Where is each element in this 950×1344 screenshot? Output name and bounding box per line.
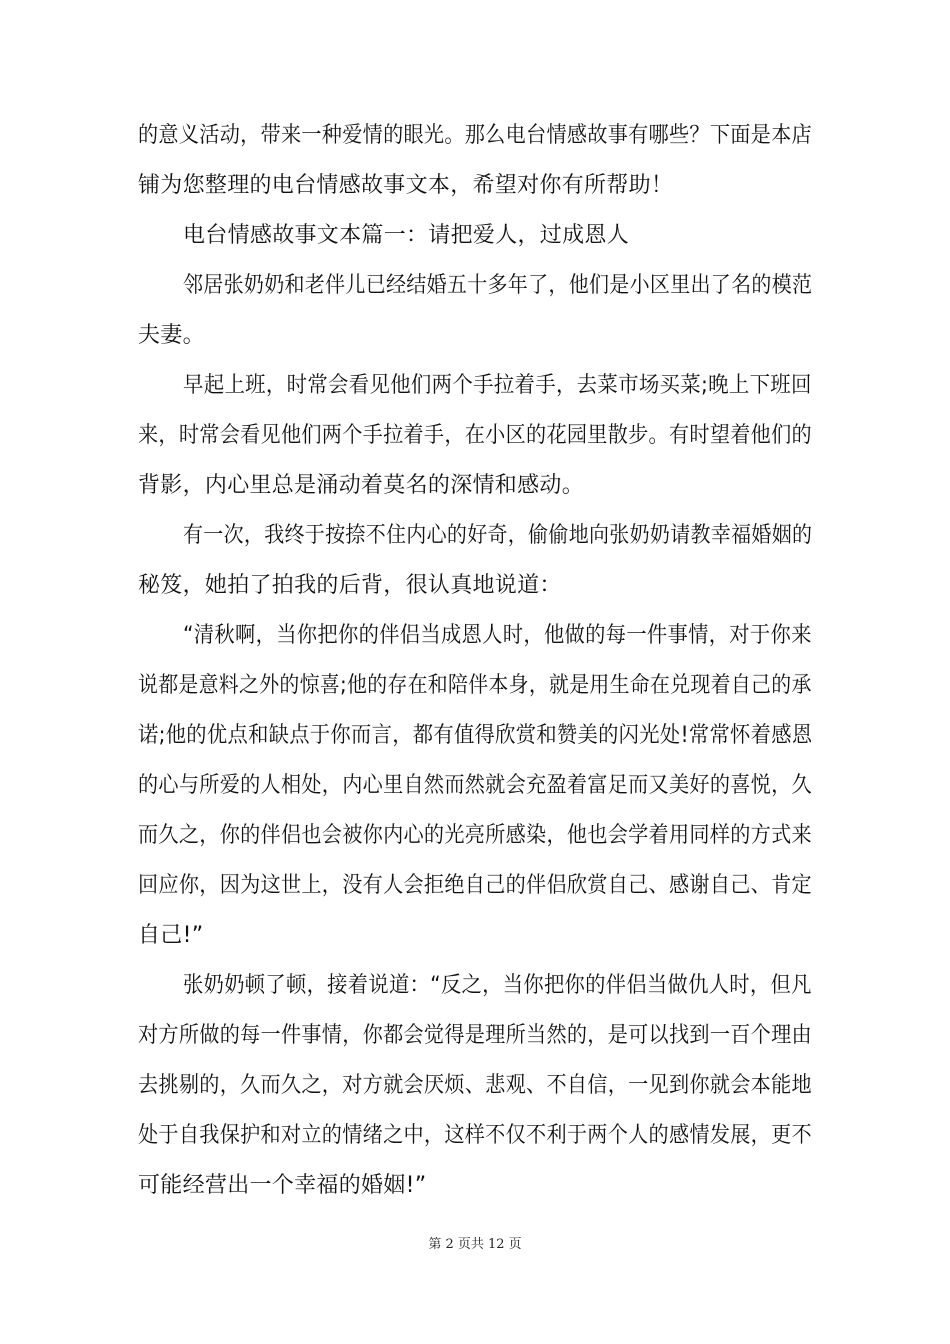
text-line: 早起上班，时常会看见他们两个手拉着手，去菜市场买菜;晚上下班回 [183,373,812,398]
text-line: 诺;他的优点和缺点于你而言，都有值得欣赏和赞美的闪光处!常常怀着感恩 [138,723,813,748]
text-line: 有一次，我终于按捺不住内心的好奇，偷偷地向张奶奶请教幸福婚姻的 [183,523,813,548]
text-line: 的心与所爱的人相处，内心里自然而然就会充盈着富足而又美好的喜悦，久 [138,773,812,798]
text-line: 邻居张奶奶和老伴儿已经结婚五十多年了，他们是小区里出了名的模范 [183,273,813,298]
page-number-footer: 第 2 页共 12 页 [428,1237,522,1252]
text-line: 铺为您整理的电台情感故事文本，希望对你有所帮助！ [138,173,674,198]
text-line: 回应你，因为这世上，没有人会拒绝自己的伴侣欣赏自己、感谢自己、肯定 [138,873,812,898]
text-line: 去挑剔的，久而久之，对方就会厌烦、悲观、不自信，一见到你就会本能地 [138,1073,812,1098]
text-line: 夫妻。 [138,323,205,348]
text-line: 秘笈，她拍了拍我的后背，很认真地说道： [138,573,562,598]
text-line: 来，时常会看见他们两个手拉着手，在小区的花园里散步。有时望着他们的 [138,423,812,448]
text-line: 自己!” [138,923,204,948]
text-line: 背影，内心里总是涌动着莫名的深情和感动。 [138,473,585,498]
text-line: 张奶奶顿了顿，接着说道：“反之，当你把你的伴侣当做仇人时，但凡 [183,973,812,998]
section-heading: 电台情感故事文本篇一：请把爱人，过成恩人 [183,223,630,248]
text-line: 对方所做的每一件事情，你都会觉得是理所当然的，是可以找到一百个理由 [138,1023,812,1048]
text-line: “清秋啊，当你把你的伴侣当成恩人时，他做的每一件事情，对于你来 [183,623,812,648]
text-line: 说都是意料之外的惊喜;他的存在和陪伴本身，就是用生命在兑现着自己的承 [138,673,812,698]
text-line: 处于自我保护和对立的情绪之中，这样不仅不利于两个人的感情发展，更不 [138,1123,812,1148]
text-line: 而久之，你的伴侣也会被你内心的光亮所感染，他也会学着用同样的方式来 [138,823,812,848]
text-line: 可能经营出一个幸福的婚姻!” [138,1173,427,1198]
text-line: 的意义活动，带来一种爱情的眼光。那么电台情感故事有哪些？下面是本店 [138,123,812,148]
